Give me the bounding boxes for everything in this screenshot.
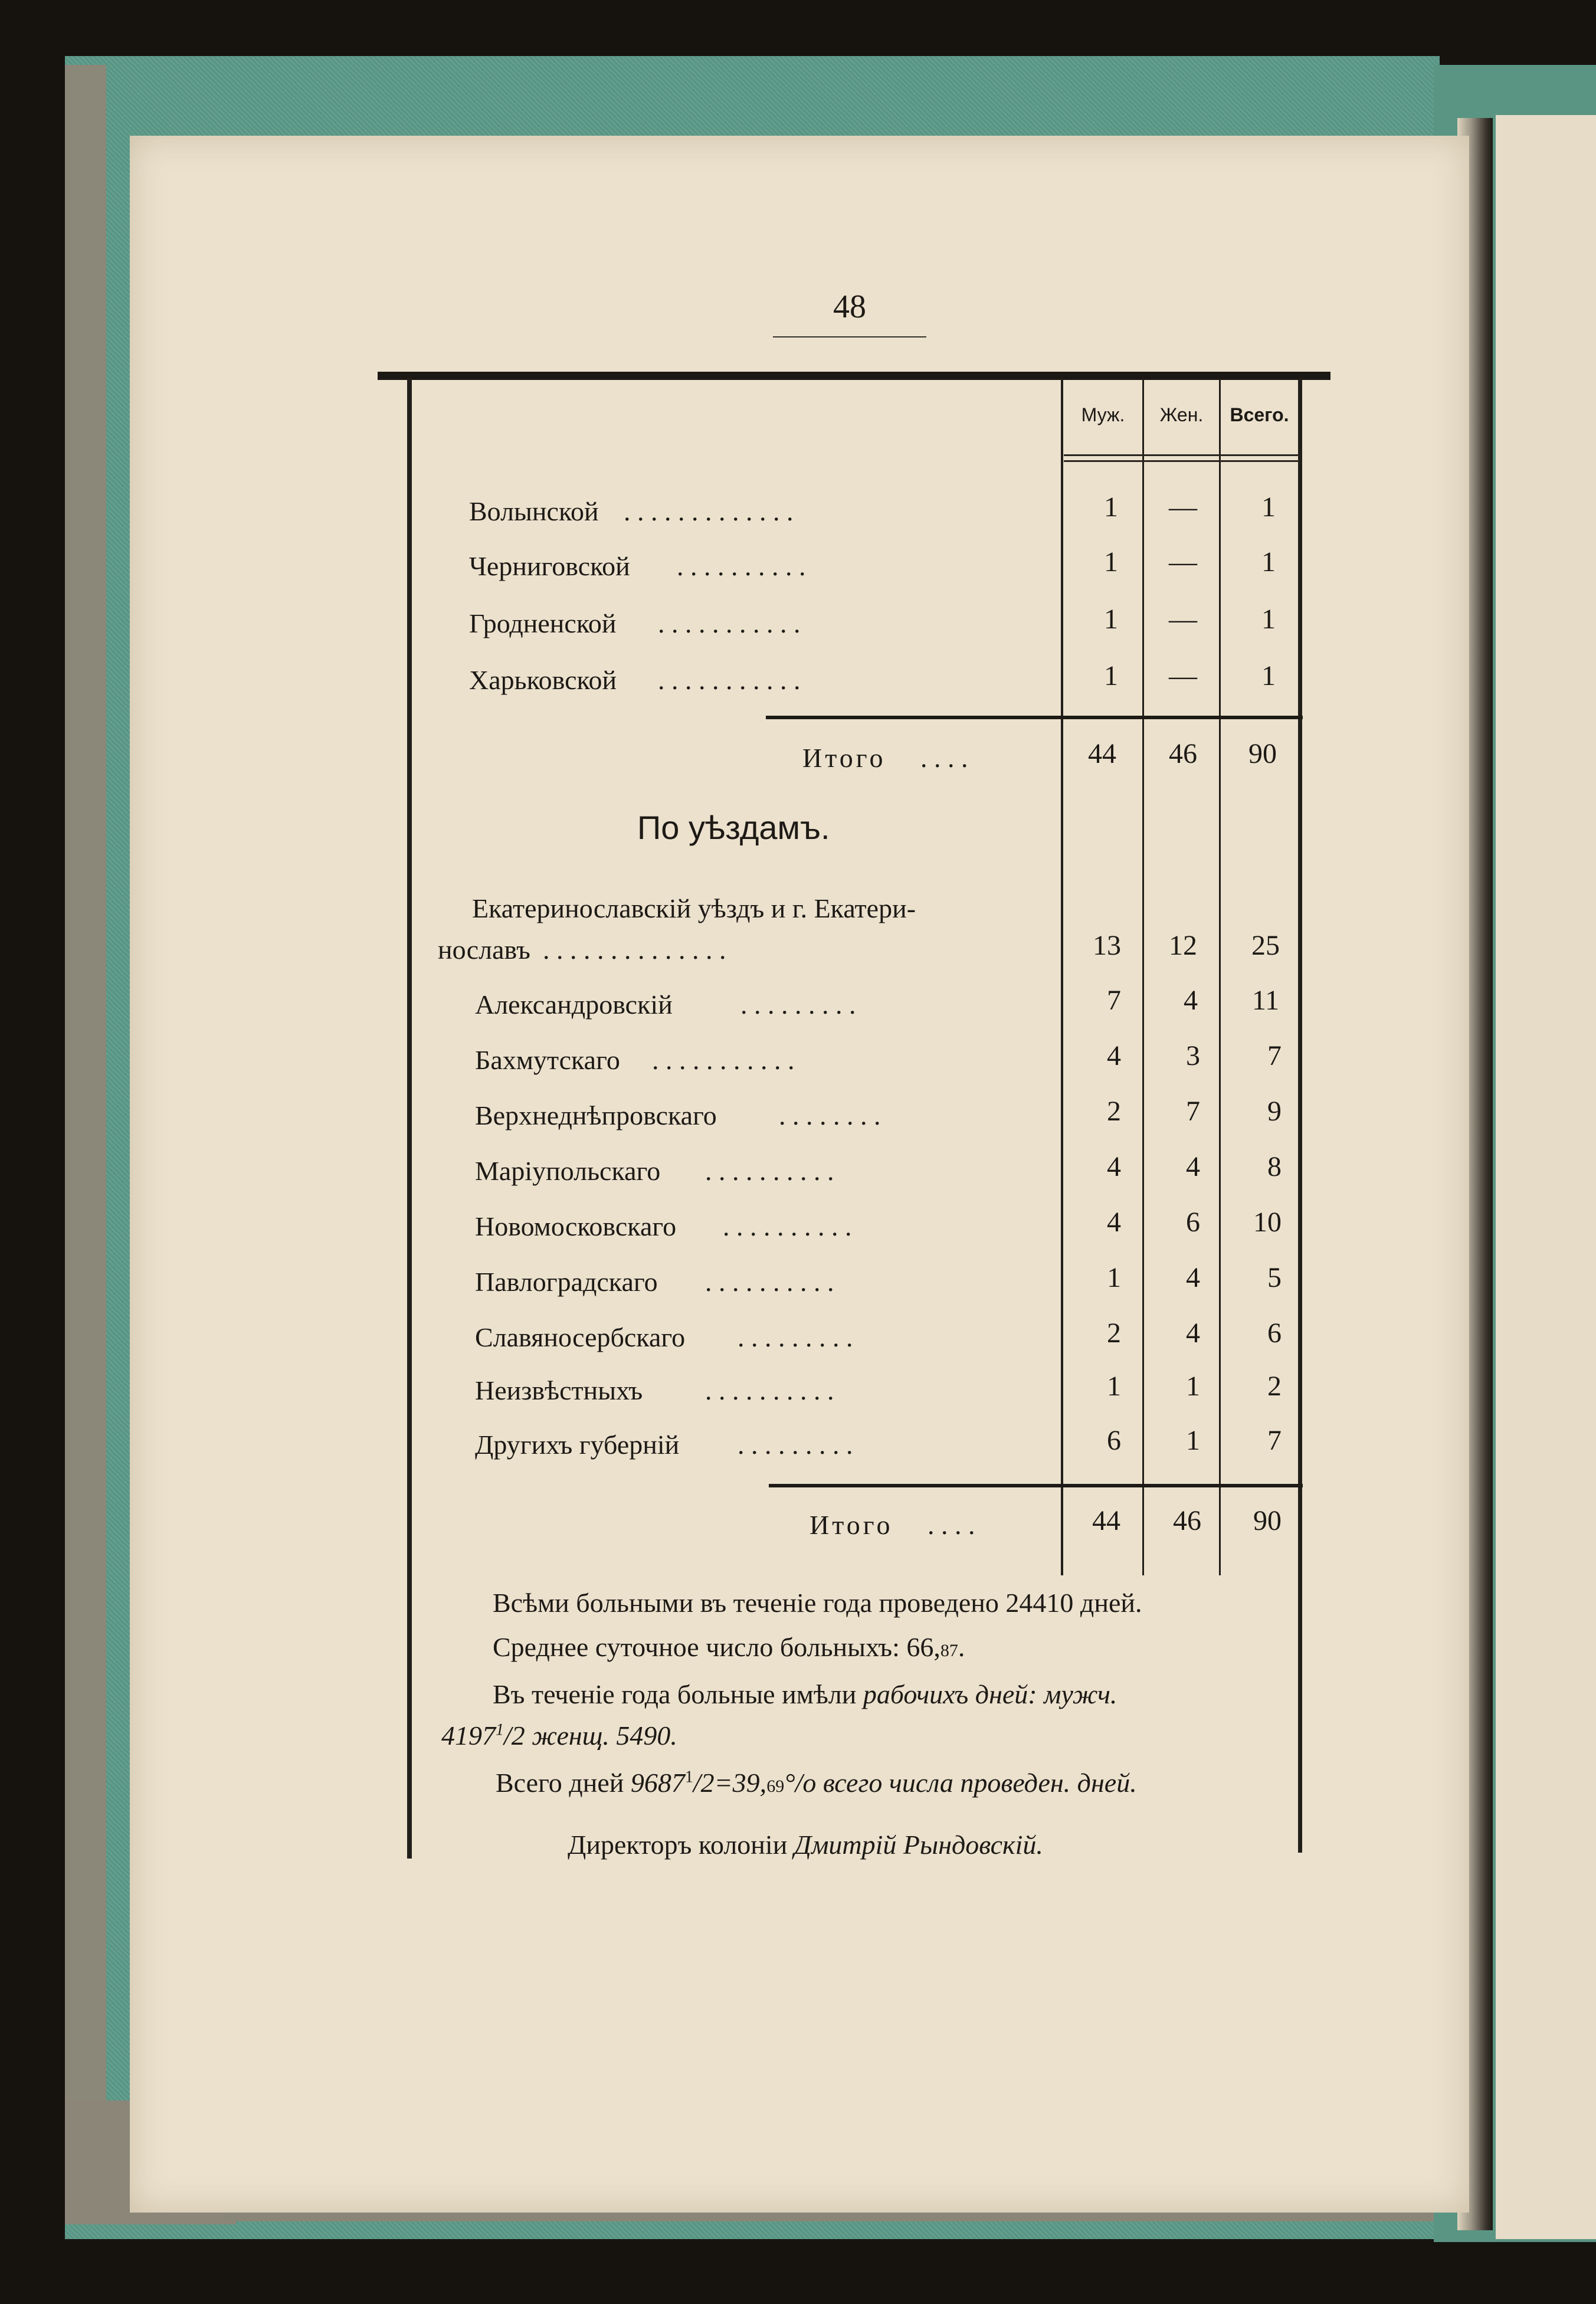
cell-men-total: 44 xyxy=(1088,738,1116,769)
cell-women: 7 xyxy=(1186,1096,1200,1127)
total-rule xyxy=(766,716,1303,719)
cell-men: 4 xyxy=(1107,1040,1121,1071)
footer-text: . xyxy=(958,1632,965,1662)
cell-men: 4 xyxy=(1107,1151,1121,1182)
row-label: Славяносербскаго xyxy=(475,1322,686,1352)
cell-total: 5 xyxy=(1267,1262,1282,1293)
cell-total: 7 xyxy=(1267,1425,1282,1456)
cell-total: 25 xyxy=(1251,930,1280,961)
cell-total: 11 xyxy=(1251,985,1280,1016)
footer-italic: 4197 xyxy=(441,1720,496,1751)
cell-total: 9 xyxy=(1267,1096,1282,1127)
leader-dots: . . . . . . . . . . xyxy=(723,1211,852,1241)
footer-text: Среднее суточное число больныхъ: 66, xyxy=(493,1632,940,1662)
row-label: Маріупольскаго xyxy=(475,1156,661,1186)
cell-men: 2 xyxy=(1107,1317,1121,1349)
cell-men: 1 xyxy=(1104,546,1118,578)
cell-women: 6 xyxy=(1186,1207,1200,1238)
leader-dots: . . . . . . . . . . . xyxy=(658,665,801,695)
cell-total: 1 xyxy=(1261,546,1276,578)
cell-women: 4 xyxy=(1184,985,1198,1016)
row-label: Гродненской xyxy=(469,608,617,638)
cell-total: 1 xyxy=(1261,660,1276,691)
header-rule xyxy=(1064,454,1300,456)
row-label: Другихъ губерній xyxy=(475,1430,680,1460)
cell-men: 1 xyxy=(1104,660,1118,691)
footer-text: Всего дней xyxy=(496,1768,631,1798)
total-label: Итого xyxy=(802,743,886,773)
cell-total: 10 xyxy=(1253,1207,1282,1238)
cell-women: 4 xyxy=(1186,1262,1200,1293)
leader-dots: . . . . . . . . . . . xyxy=(658,608,801,638)
table-top-rule xyxy=(378,372,1330,380)
leader-dots: . . . . . . . . . xyxy=(740,989,856,1020)
cell-women: 12 xyxy=(1169,930,1197,961)
leader-dots: . . . . xyxy=(920,743,968,773)
cell-grand-total: 90 xyxy=(1248,738,1277,769)
cell-women: — xyxy=(1169,660,1197,691)
cell-men: 7 xyxy=(1107,985,1121,1016)
cell-men: 1 xyxy=(1104,604,1118,635)
cell-women: 4 xyxy=(1186,1151,1200,1182)
cell-total: 7 xyxy=(1267,1040,1282,1071)
total-rule xyxy=(769,1484,1303,1487)
footer-italic: /2=39, xyxy=(693,1768,767,1798)
footer-line xyxy=(493,1631,965,1663)
footer-italic: рабочихъ дней: мужч. xyxy=(863,1679,1117,1709)
cell-men: 1 xyxy=(1104,491,1118,523)
cell-women-total: 46 xyxy=(1173,1505,1201,1536)
cell-total: 2 xyxy=(1267,1371,1282,1402)
row-label: Харьковской xyxy=(469,665,617,695)
leader-dots: . . . . . . . . xyxy=(779,1100,881,1130)
column-divider xyxy=(1061,378,1063,1575)
leader-dots: . . . . . . . . . . xyxy=(677,551,806,581)
leader-dots: . . . . . . . . . . xyxy=(705,1375,834,1405)
cell-men: 13 xyxy=(1093,930,1121,961)
cell-men: 4 xyxy=(1107,1207,1121,1238)
footer-superscript: 1 xyxy=(684,1768,693,1787)
footer-italic: °/o всего числа проведен. дней. xyxy=(784,1768,1137,1798)
leader-dots: . . . . . . . . . . xyxy=(705,1156,834,1186)
cell-women: 4 xyxy=(1186,1317,1200,1349)
row-label: Верхнеднѣпровскаго xyxy=(475,1100,717,1130)
cell-men: 6 xyxy=(1107,1425,1121,1456)
row-label: Павлоградскаго xyxy=(475,1267,658,1297)
cell-total: 6 xyxy=(1267,1317,1282,1349)
column-header-women: Жен. xyxy=(1159,404,1204,425)
row-label: Александровскій xyxy=(475,989,673,1020)
footer-italic: 9687 xyxy=(630,1768,685,1798)
row-label: Волынской xyxy=(469,496,599,526)
cell-women: — xyxy=(1169,491,1197,523)
footer-text: Въ теченіе года больные имѣли xyxy=(493,1679,863,1709)
row-label-line1: Екатеринославскій уѣздъ и г. Екатери- xyxy=(472,893,916,923)
leader-dots: . . . . . . . . . . . . . xyxy=(624,496,794,526)
row-label: Новомосковскаго xyxy=(475,1211,677,1241)
cell-men-total: 44 xyxy=(1092,1505,1120,1536)
leader-dots: . . . . . . . . . . xyxy=(705,1267,834,1297)
cell-total: 8 xyxy=(1267,1151,1282,1182)
footer-line xyxy=(493,1679,1117,1710)
cell-total: 1 xyxy=(1261,604,1276,635)
cell-grand-total: 90 xyxy=(1253,1505,1282,1536)
footer-line: Всѣми больными въ теченіе года проведено 24410 дней. xyxy=(493,1588,1142,1618)
section-title: По уѣздамъ. xyxy=(637,809,830,846)
cell-men: 1 xyxy=(1107,1262,1121,1293)
cell-women: 3 xyxy=(1186,1040,1200,1071)
footer-subscript: 69 xyxy=(766,1777,785,1796)
cell-total: 1 xyxy=(1261,491,1276,523)
leader-dots: . . . . xyxy=(928,1510,975,1540)
leader-dots: . . . . . . . . . xyxy=(738,1322,853,1352)
cell-men: 2 xyxy=(1107,1096,1121,1127)
row-label-line2: нославъ xyxy=(438,935,530,965)
cell-women: — xyxy=(1169,604,1197,635)
cell-women: 1 xyxy=(1186,1371,1200,1402)
row-label: Черниговской xyxy=(469,551,630,581)
cell-men: 1 xyxy=(1107,1371,1121,1402)
column-header-men: Муж. xyxy=(1081,404,1125,425)
director-signature-line xyxy=(568,1829,1043,1860)
column-header-total: Всего. xyxy=(1230,404,1289,425)
row-label: Неизвѣстныхъ xyxy=(475,1375,643,1405)
page-number-rule xyxy=(773,336,926,337)
leader-dots: . . . . . . . . . xyxy=(738,1430,853,1460)
director-name: Дмитрій Рындовскій. xyxy=(794,1830,1043,1860)
leader-dots: . . . . . . . . . . . . . . xyxy=(543,935,726,965)
footer-line xyxy=(441,1720,677,1751)
footer-text: Директоръ колоніи xyxy=(568,1830,794,1860)
footer-subscript: 87 xyxy=(940,1641,958,1660)
cell-women: — xyxy=(1169,546,1197,578)
footer-italic: /2 женщ. 5490. xyxy=(504,1720,677,1751)
total-label: Итого xyxy=(810,1510,893,1540)
page-number: 48 xyxy=(833,289,866,325)
footer-line xyxy=(496,1767,1137,1798)
footer-superscript: 1 xyxy=(496,1720,504,1739)
leader-dots: . . . . . . . . . . . xyxy=(652,1045,795,1075)
row-label: Бахмутскаго xyxy=(475,1045,620,1075)
header-rule xyxy=(1064,460,1300,462)
table-left-border xyxy=(407,378,412,1859)
cell-women-total: 46 xyxy=(1169,738,1197,769)
cell-women: 1 xyxy=(1186,1425,1200,1456)
